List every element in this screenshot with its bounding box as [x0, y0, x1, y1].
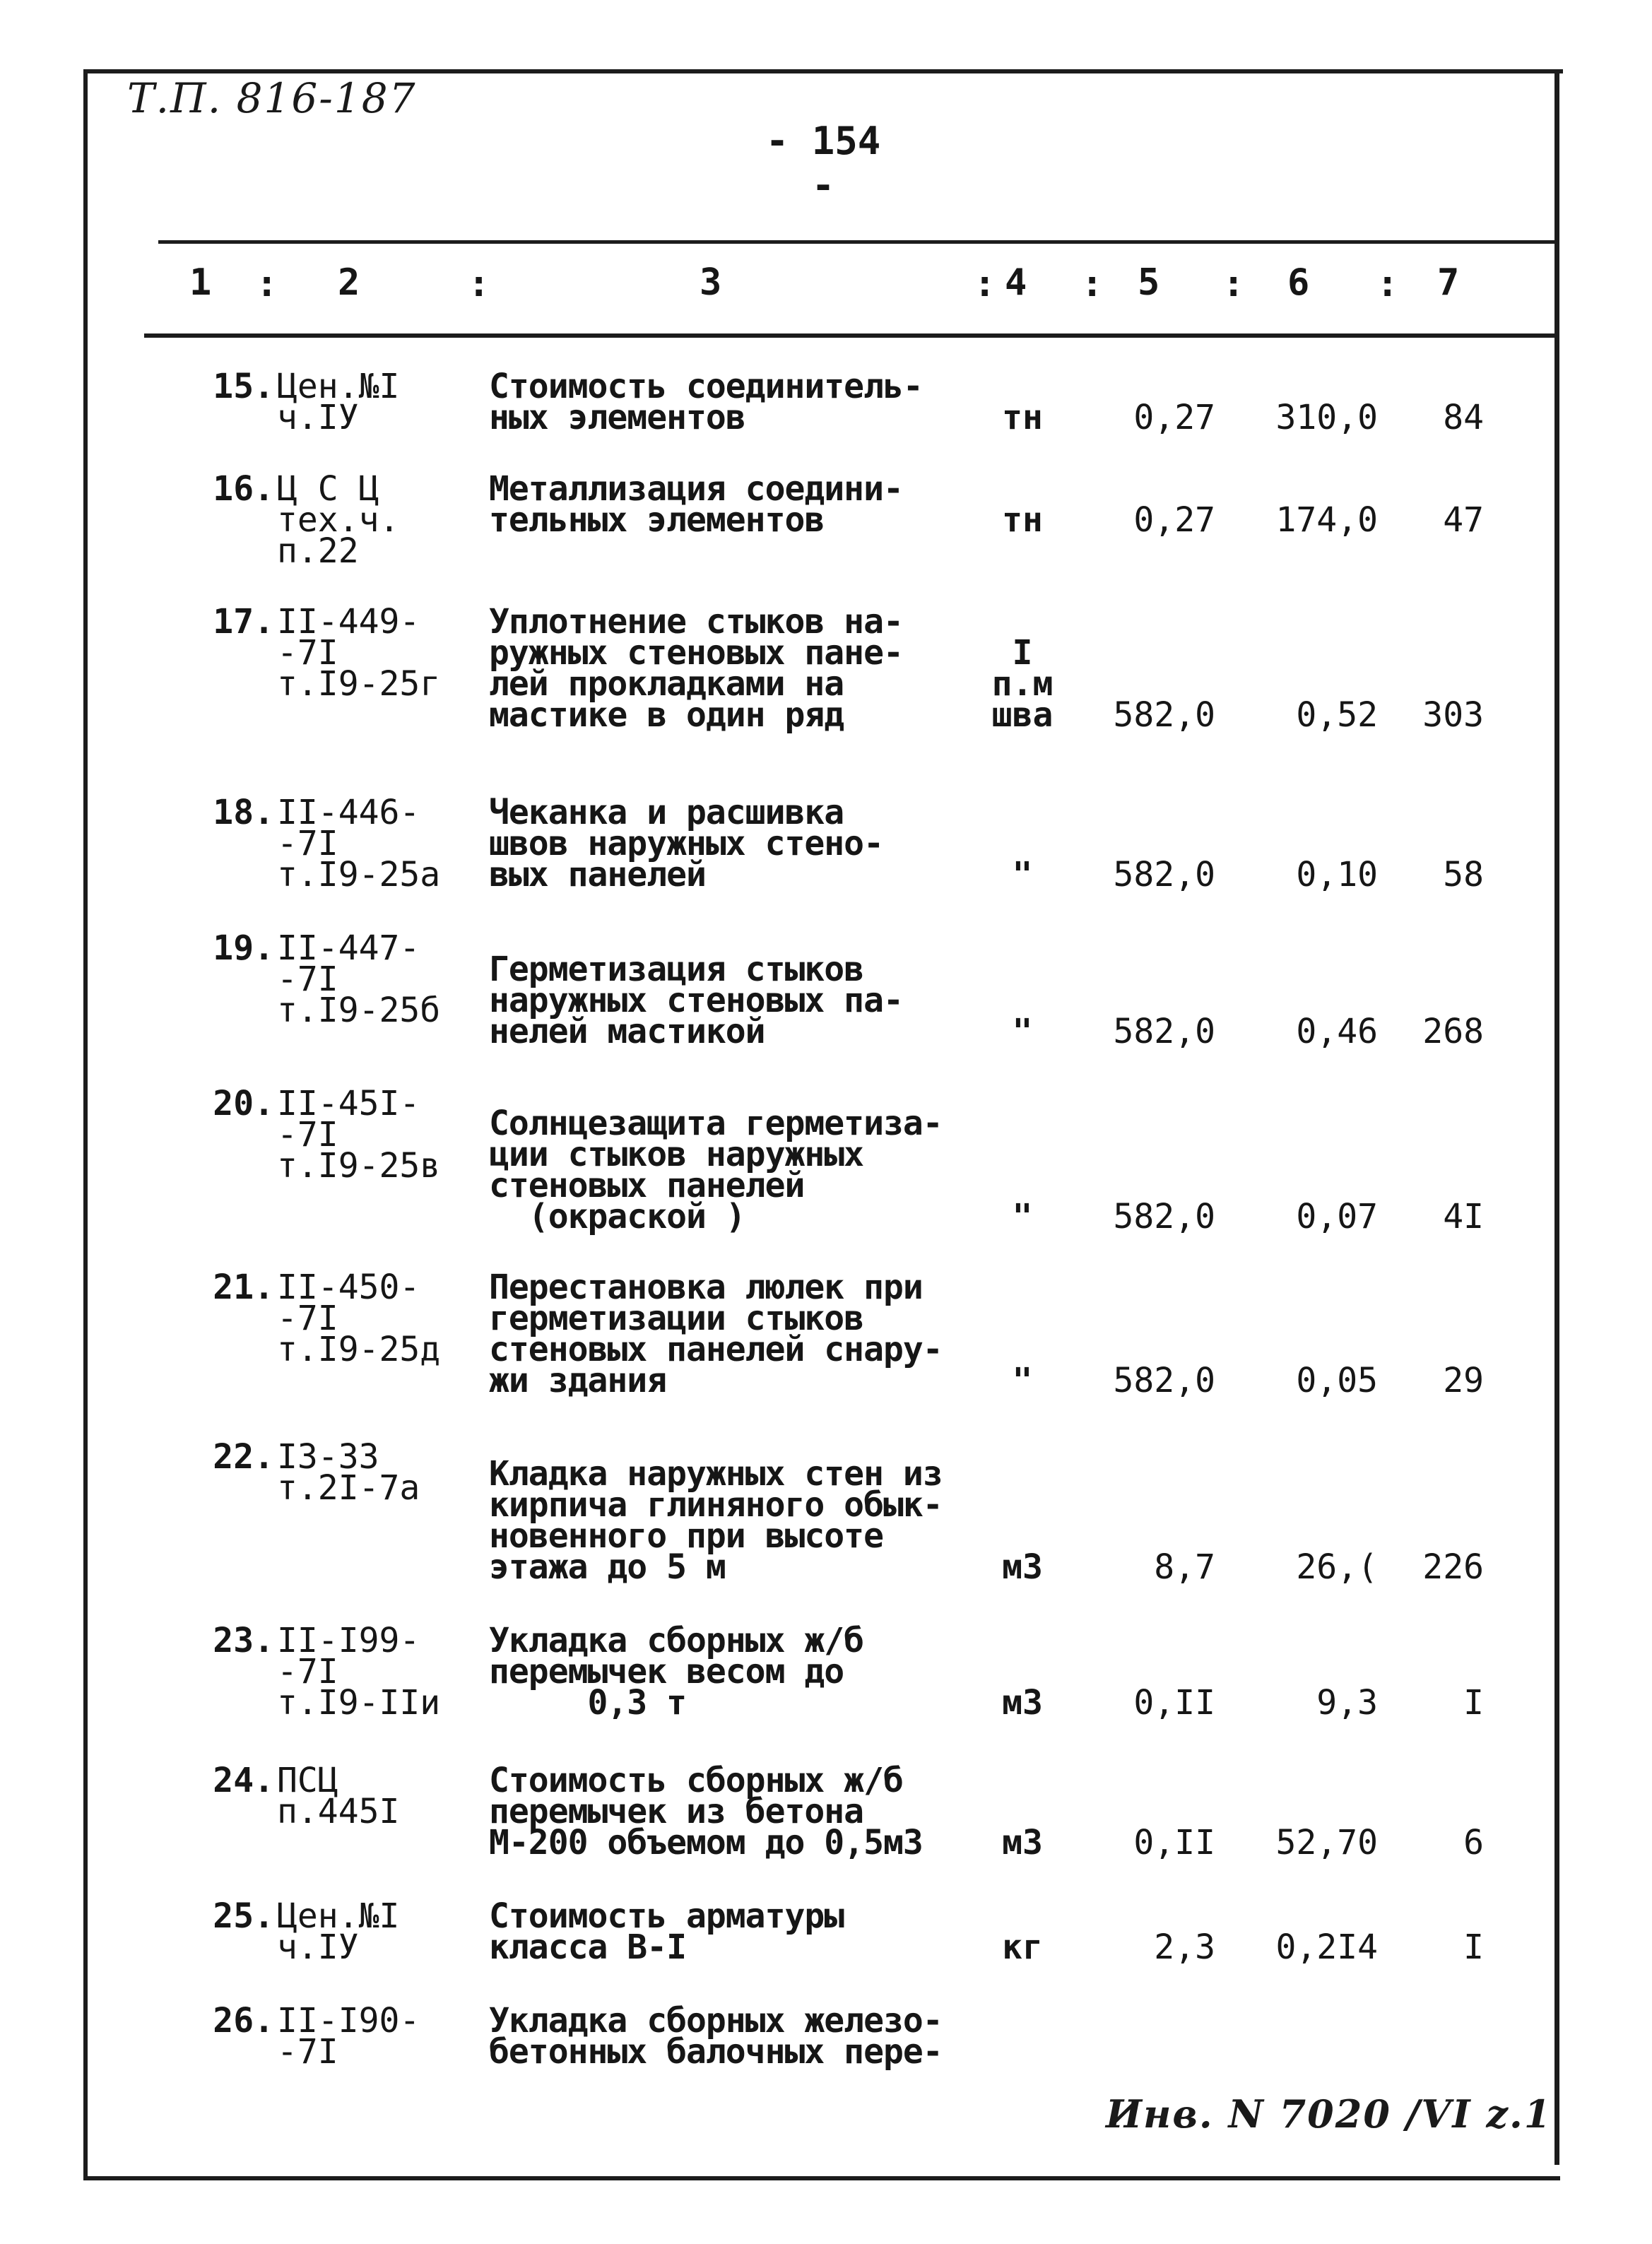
column-separator: : [1376, 263, 1399, 305]
unit: I п.м шва [991, 633, 1054, 735]
row-number: 24. [213, 1761, 274, 1800]
work-description: Солнцезащита герметиза- ции стыков наружных стеновых панелей (окраской ) [489, 1104, 943, 1236]
unit: тн [1002, 500, 1043, 540]
work-description: Укладка сборных железо- бетонных балочных пере- [489, 2001, 943, 2072]
work-description: Стоимость арматуры класса В-I [489, 1896, 844, 1967]
quantity: 2,3 [1154, 1927, 1215, 1967]
quantity: 0,27 [1133, 398, 1215, 437]
total-cost: 6 [1463, 1823, 1484, 1862]
work-description: Кладка наружных стен из кирпича глиняного обык- новенного при высоте этажа до 5 м [489, 1454, 943, 1587]
work-description: Металлизация соедини- тельных элементов [489, 469, 903, 540]
unit: тн [1002, 398, 1043, 437]
page-frame-top [86, 69, 1563, 73]
unit-price: 0,05 [1296, 1361, 1378, 1400]
unit: " [1012, 1197, 1033, 1236]
work-description: Чеканка и расшивка швов наружных стено- вых панелей [489, 793, 883, 894]
row-number: 25. [213, 1896, 274, 1936]
column-separator: : [256, 263, 278, 305]
unit-price: 0,46 [1296, 1012, 1378, 1051]
quantity: 0,II [1133, 1823, 1215, 1862]
page-frame-right [1554, 69, 1559, 2165]
unit-price: 0,07 [1296, 1197, 1378, 1236]
norm-code: II-I90- -7I [277, 2001, 420, 2072]
unit: м3 [1002, 1683, 1043, 1723]
quantity: 582,0 [1113, 1197, 1215, 1236]
row-number: 23. [213, 1621, 274, 1660]
row-number: 22. [213, 1437, 274, 1477]
norm-code: II-446- -7I т.I9-25а [277, 793, 441, 894]
inventory-note: Инв. N 7020 /VI z.1 [1106, 2091, 1552, 2137]
document-code: Т.П. 816-187 [127, 74, 417, 122]
column-header-4: 4 [1005, 261, 1027, 304]
unit-price: 26,( [1296, 1547, 1378, 1587]
work-description: Герметизация стыков наружных стеновых па- нелей мастикой [489, 950, 903, 1051]
column-header-3: 3 [700, 261, 722, 304]
quantity: 582,0 [1113, 855, 1215, 894]
norm-code: II-447- -7I т.I9-25б [277, 928, 441, 1030]
total-cost: 58 [1443, 855, 1484, 894]
total-cost: I [1463, 1683, 1484, 1723]
quantity: 0,II [1133, 1683, 1215, 1723]
unit: " [1012, 855, 1033, 894]
total-cost: 29 [1443, 1361, 1484, 1400]
quantity: 0,27 [1133, 500, 1215, 540]
unit-price: 174,0 [1275, 500, 1378, 540]
unit-price: 52,70 [1275, 1823, 1378, 1862]
work-description: Стоимость соединитель- ных элементов [489, 367, 923, 437]
row-number: 21. [213, 1268, 274, 1307]
row-number: 18. [213, 793, 274, 832]
work-description: Перестановка люлек при герметизации стыков стеновых панелей снару- жи здания [489, 1268, 943, 1400]
norm-code: II-45I- -7I т.I9-25в [277, 1084, 441, 1186]
unit: кг [1002, 1927, 1043, 1967]
row-number: 20. [213, 1084, 274, 1123]
column-header-1: 1 [189, 261, 212, 304]
quantity: 8,7 [1154, 1547, 1215, 1587]
row-number: 15. [213, 367, 274, 406]
total-cost: I [1463, 1927, 1484, 1967]
unit: м3 [1002, 1823, 1043, 1862]
column-separator: : [1222, 263, 1245, 305]
column-separator: : [974, 263, 996, 305]
unit: " [1012, 1012, 1033, 1051]
work-description: Укладка сборных ж/б перемычек весом до 0,3 т [489, 1621, 864, 1723]
work-description: Уплотнение стыков на- ружных стеновых пане- лей прокладками на мастике в один ряд [489, 602, 903, 735]
unit: м3 [1002, 1547, 1043, 1587]
column-separator: : [1081, 263, 1104, 305]
row-number: 26. [213, 2001, 274, 2041]
total-cost: 268 [1422, 1012, 1484, 1051]
total-cost: 303 [1422, 695, 1484, 735]
page-frame-bottom [83, 2176, 1560, 2180]
column-header-6: 6 [1287, 261, 1310, 304]
total-cost: 226 [1422, 1547, 1484, 1587]
unit-price: 310,0 [1275, 398, 1378, 437]
header-top-rule [158, 240, 1557, 244]
norm-code: II-I99- -7I т.I9-IIи [277, 1621, 441, 1723]
total-cost: 4I [1443, 1197, 1484, 1236]
quantity: 582,0 [1113, 1361, 1215, 1400]
unit-price: 0,2I4 [1275, 1927, 1378, 1967]
norm-code: Ц С Ц тех.ч. п.22 [277, 469, 400, 571]
header-bottom-rule [144, 333, 1557, 338]
row-number: 16. [213, 469, 274, 509]
norm-code: Цен.№I ч.IУ [277, 1896, 400, 1967]
total-cost: 84 [1443, 398, 1484, 437]
column-header-2: 2 [338, 261, 360, 304]
column-separator: : [468, 263, 490, 305]
norm-code: II-449- -7I т.I9-25г [277, 602, 441, 704]
quantity: 582,0 [1113, 695, 1215, 735]
unit: " [1012, 1361, 1033, 1400]
work-description: Стоимость сборных ж/б перемычек из бетона М-200 объемом до 0,5м3 [489, 1761, 923, 1862]
norm-code: Цен.№I ч.IУ [277, 367, 400, 437]
norm-code: I3-33 т.2I-7а [277, 1437, 420, 1508]
unit-price: 0,52 [1296, 695, 1378, 735]
row-number: 17. [213, 602, 274, 642]
column-header-7: 7 [1437, 261, 1460, 304]
unit-price: 0,10 [1296, 855, 1378, 894]
quantity: 582,0 [1113, 1012, 1215, 1051]
norm-code: ПСЦ п.445I [277, 1761, 400, 1831]
column-header-5: 5 [1138, 261, 1160, 304]
page-frame-left [83, 69, 88, 2180]
unit-price: 9,3 [1316, 1683, 1378, 1723]
norm-code: II-450- -7I т.I9-25д [277, 1268, 441, 1369]
row-number: 19. [213, 928, 274, 968]
page-number: - 154 - [765, 119, 881, 208]
total-cost: 47 [1443, 500, 1484, 540]
